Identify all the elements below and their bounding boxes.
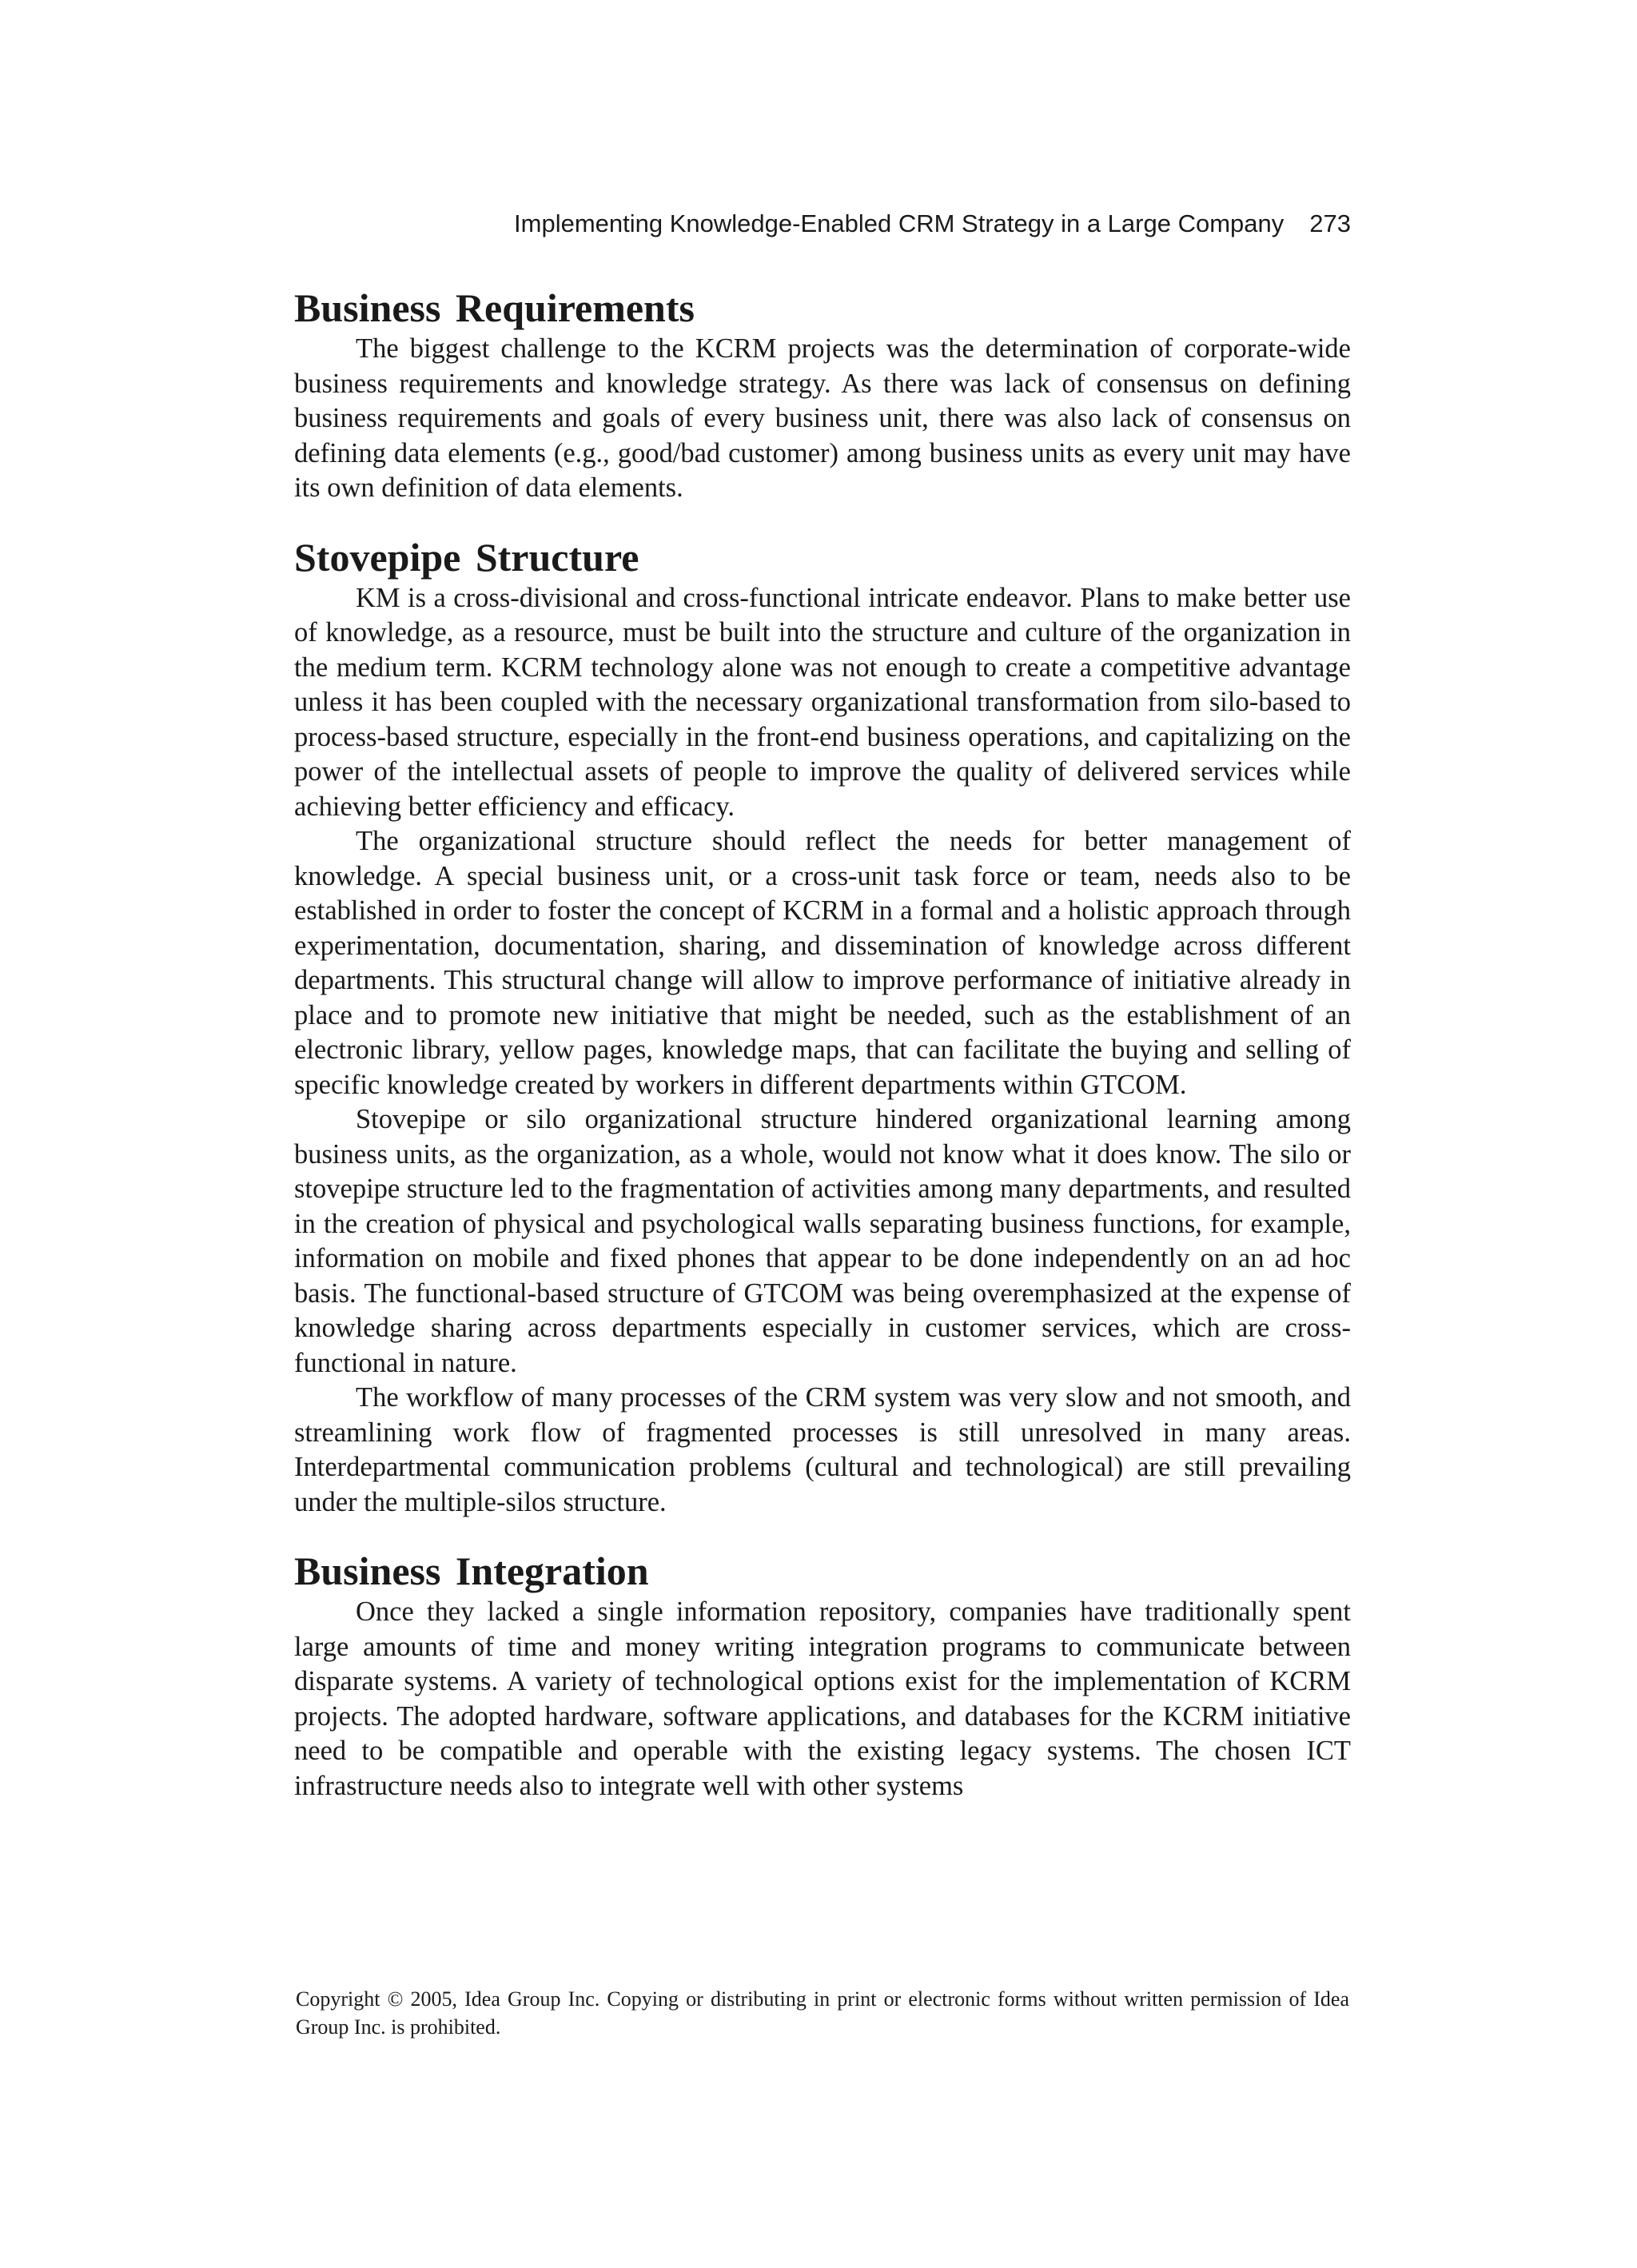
section-business-integration	[294, 1547, 1351, 1804]
running-title: Implementing Knowledge-Enabled CRM Strategy in a Large Company	[514, 209, 1285, 237]
page-number: 273	[1309, 209, 1351, 237]
section-heading: Business Integration	[294, 1549, 649, 1593]
section-business-requirements	[294, 284, 1351, 506]
paragraph: The organizational structure should reflect the needs for better management of knowledge. A special business unit, or a cross-unit task force or team, needs also to be established in order to foster the concept of KCRM in a formal and a holistic approach through experimentation, documentation, sharing, and dissemination of knowledge across different departments. This structural change will allow to improve performance of initiative already in place and to promote new initiative that might be needed, such as the establishment of an electronic library, yellow pages, knowledge maps, that can facilitate the buying and selling of specific knowledge created by workers in different departments within GTCOM.	[294, 826, 1351, 1100]
section-stovepipe-structure	[294, 533, 1351, 1521]
section-heading: Business Requirements	[294, 285, 695, 330]
running-header	[294, 209, 1351, 238]
paragraph: The workflow of many processes of the CRM system was very slow and not smooth, and streamlining work flow of fragmented processes is still unresolved in many areas. Interdepartmental communication problems (cultural and technological) are still prevailing under the multiple-silos structure.	[294, 1382, 1351, 1517]
paragraph: Stovepipe or silo organizational structure hindered organizational learning among business units, as the organization, as a whole, would not know what it does know. The silo or stovepipe structure led to the fragmentation of activities among many departments, and resulted in the creation of physical and psychological walls separating business functions, for example, information on mobile and fixed phones that appear to be done independently on an ad hoc basis. The functional-based structure of GTCOM was being overemphasized at the expense of knowledge sharing across departments especially in customer services, which are cross-functional in nature.	[294, 1104, 1351, 1378]
paragraph: KM is a cross-divisional and cross-functional intricate endeavor. Plans to make better use of knowledge, as a resource, must be built into the structure and culture of the organization in the medium term. KCRM technology alone was not enough to create a competitive advantage unless it has been coupled with the necessary organizational transformation from silo-based to process-based structure, especially in the front-end business operations, and capitalizing on the power of the intellectual assets of people to improve the quality of delivered services while achieving better efficiency and efficacy.	[294, 582, 1351, 822]
section-heading: Stovepipe Structure	[294, 534, 639, 580]
page-body	[294, 284, 1351, 1804]
paragraph: Once they lacked a single information repository, companies have traditionally spent large amounts of time and money writing integration programs to communicate between disparate systems. A variety of technological options exist for the implementation of KCRM projects. The adopted hardware, software applications, and databases for the KCRM initiative need to be compatible and operable with the existing legacy systems. The chosen ICT infrastructure needs also to integrate well with other systems	[294, 1596, 1351, 1801]
copyright-footer: Copyright © 2005, Idea Group Inc. Copying or distributing in print or electronic forms without written permission of Idea Group Inc. is prohibited.	[296, 1987, 1349, 2039]
paragraph: The biggest challenge to the KCRM projects was the determination of corporate-wide business requirements and knowledge strategy. As there was lack of consensus on defining business requirements and goals of every business unit, there was also lack of consensus on defining data elements (e.g., good/bad customer) among business units as every unit may have its own definition of data elements.	[294, 333, 1351, 503]
